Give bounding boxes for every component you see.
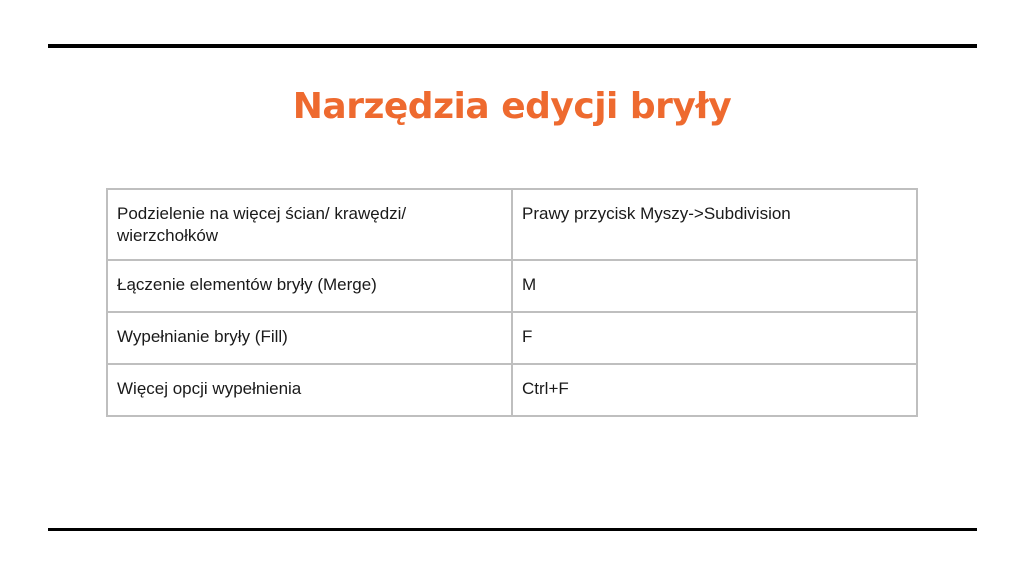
shortcut-cell: Prawy przycisk Myszy->Subdivision [512,189,917,260]
table-row [107,189,917,260]
shortcut-cell: M [512,260,917,312]
action-cell: Podzielenie na więcej ścian/ krawędzi/ wierzchołków [107,189,512,260]
table-row [107,312,917,364]
bottom-divider [48,528,977,531]
action-cell: Łączenie elementów bryły (Merge) [107,260,512,312]
shortcut-table [106,188,918,417]
shortcut-cell: F [512,312,917,364]
table-row [107,260,917,312]
slide-title: Narzędzia edycji bryły [292,86,732,127]
shortcut-cell: Ctrl+F [512,364,917,416]
table-row [107,364,917,416]
action-cell: Wypełnianie bryły (Fill) [107,312,512,364]
top-divider [48,44,977,48]
action-cell: Więcej opcji wypełnienia [107,364,512,416]
